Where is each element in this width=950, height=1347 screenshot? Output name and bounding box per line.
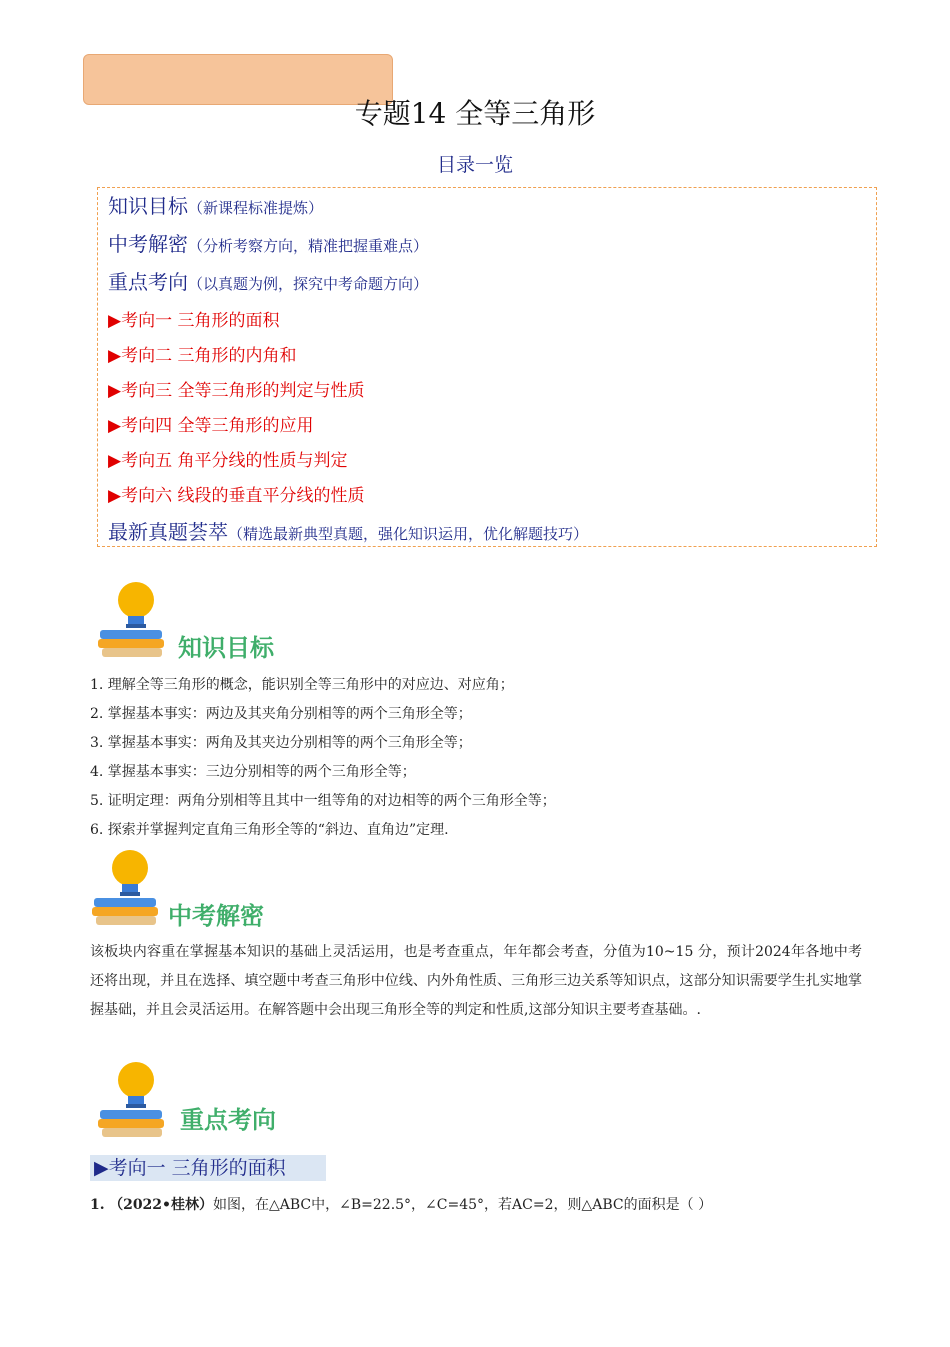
- toc-title: 目录一览: [436, 154, 513, 176]
- toc-item-3[interactable]: ▶考向三 全等三角形的判定与性质: [108, 381, 365, 401]
- goal-item: 3. 掌握基本事实：两角及其夹边分别相等的两个三角形全等；: [90, 735, 472, 751]
- question-1: [90, 1194, 712, 1214]
- section-title-goals: 知识目标: [178, 634, 274, 662]
- goal-item: 4. 掌握基本事实：三边分别相等的两个三角形全等；: [90, 764, 416, 780]
- toc-head-latest[interactable]: 最新真题荟萃（精选最新典型真题，强化知识运用，优化解题技巧）: [108, 520, 589, 544]
- goal-item: 5. 证明定理：两角分别相等且其中一组等角的对边相等的两个三角形全等；: [90, 793, 556, 809]
- toc-head-focus[interactable]: 重点考向（以真题为例，探究中考命题方向）: [108, 270, 429, 294]
- toc-head-goals[interactable]: 知识目标（新课程标准提炼）: [108, 194, 324, 218]
- section-title-secret: 中考解密: [168, 902, 264, 930]
- lightbulb-books-icon: [96, 578, 171, 660]
- secret-paragraph: 该板块内容重在掌握基本知识的基础上灵活运用，也是考查重点，年年都会考查，分值为10~15 分，预计2024年各地中考还将出现，并且在选择、填空题中考查三角形中位线、内外角性质、三角形三边关系等知识点，这部分知识需要学生扎实地掌握基础，并且会灵活运用。在解答题中会出现三角形全等的判定和性质,这部分知识主要考查基础。.: [90, 944, 862, 1018]
- lightbulb-books-icon: [96, 1058, 171, 1140]
- toc-item-1[interactable]: ▶考向一 三角形的面积: [108, 311, 280, 331]
- section-title-focus: 重点考向: [180, 1106, 276, 1134]
- toc-head-secret[interactable]: 中考解密（分析考察方向，精准把握重难点）: [108, 232, 429, 256]
- focus-subheading: ▶考向一 三角形的面积: [90, 1155, 326, 1181]
- page-title: 专题14 全等三角形: [354, 97, 596, 130]
- toc-item-6[interactable]: ▶考向六 线段的垂直平分线的性质: [108, 486, 365, 506]
- question-source: （2022•桂林）: [109, 1197, 213, 1213]
- toc-item-5[interactable]: ▶考向五 角平分线的性质与判定: [108, 451, 348, 471]
- question-text: 如图，在△ABC中，∠B=22.5°，∠C=45°，若AC=2，则△ABC的面积是（ ）: [213, 1197, 713, 1213]
- goal-item: 2. 掌握基本事实：两边及其夹角分别相等的两个三角形全等；: [90, 706, 472, 722]
- goal-item: 1. 理解全等三角形的概念，能识别全等三角形中的对应边、对应角；: [90, 677, 514, 693]
- toc-item-2[interactable]: ▶考向二 三角形的内角和: [108, 346, 297, 366]
- toc-item-4[interactable]: ▶考向四 全等三角形的应用: [108, 416, 314, 436]
- goal-item: 6. 探索并掌握判定直角三角形全等的“斜边、直角边”定理.: [90, 822, 449, 838]
- question-number: 1.: [90, 1197, 105, 1213]
- table-of-contents: [97, 187, 877, 547]
- lightbulb-books-icon: [90, 846, 165, 928]
